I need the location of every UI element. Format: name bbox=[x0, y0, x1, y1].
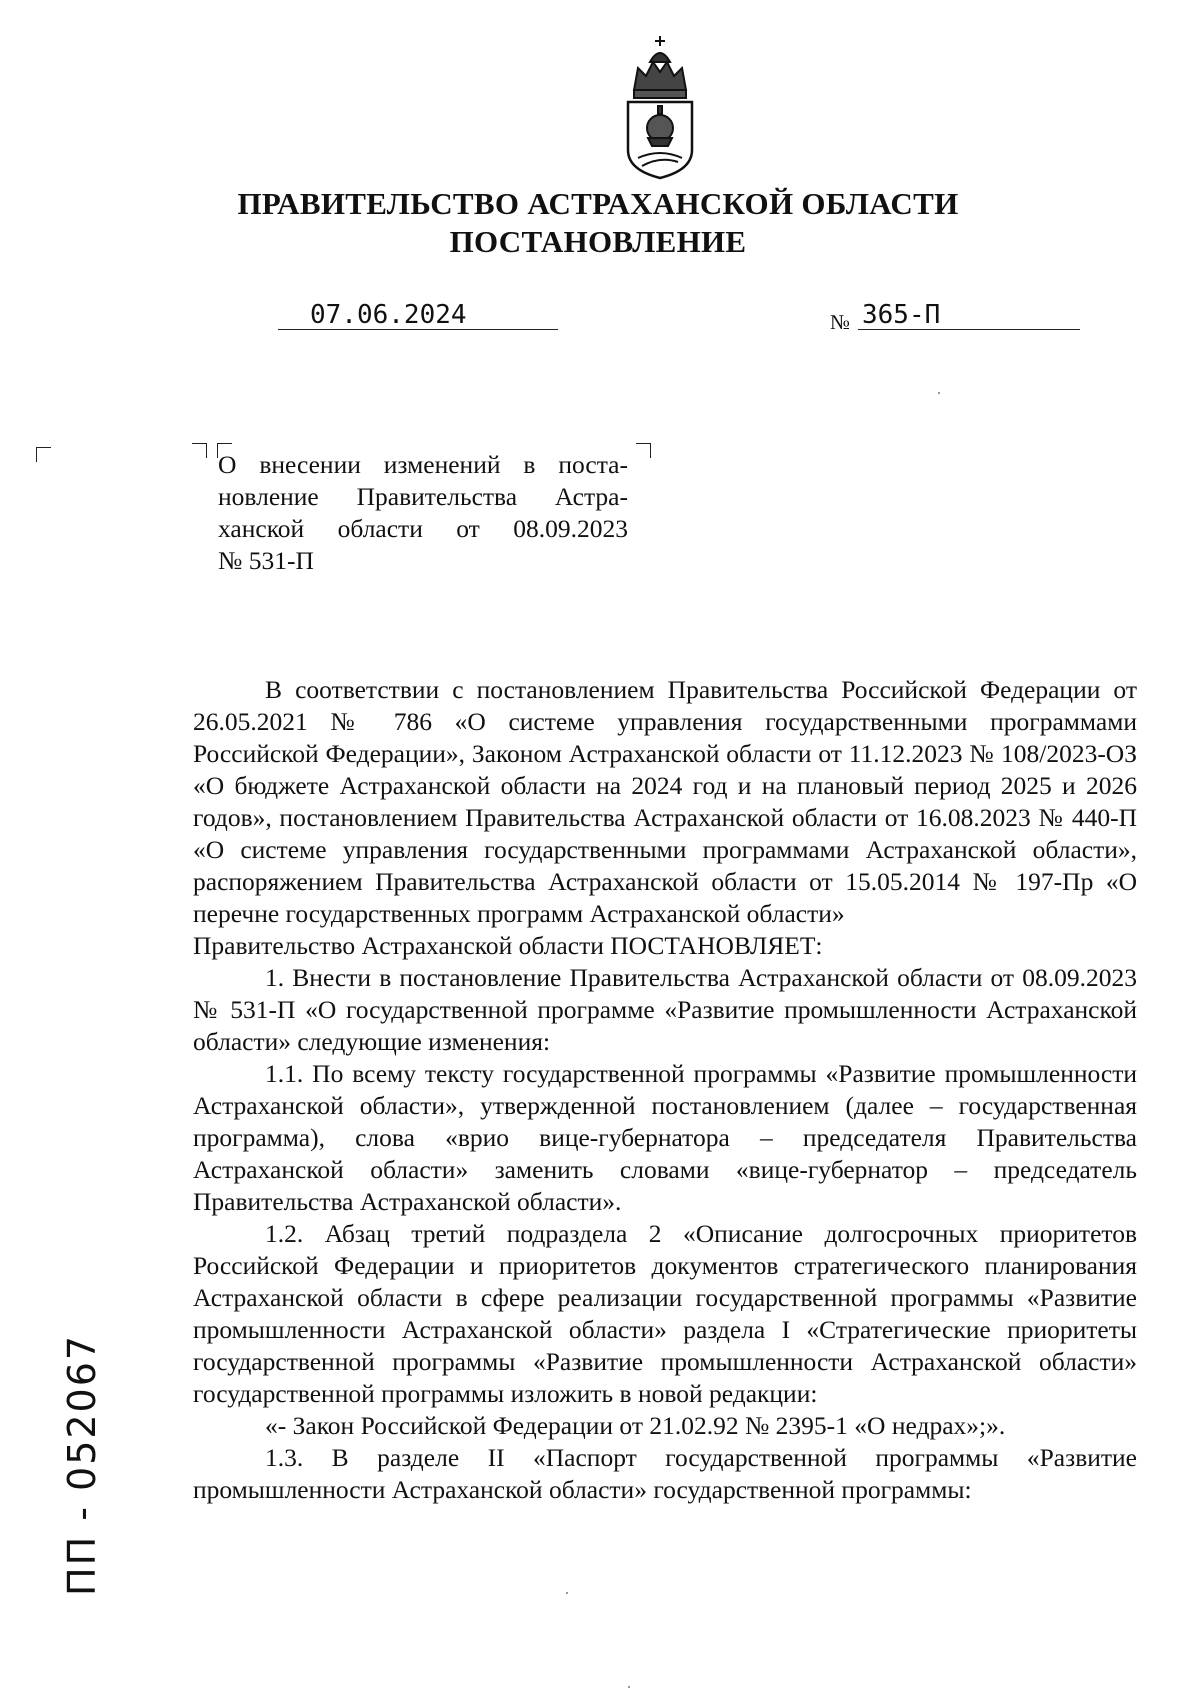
scan-speck bbox=[628, 1686, 630, 1688]
item-1-paragraph: 1. Внести в постановление Правительства Астраханской области от 08.09.2023 № 531-П «О государственной программе «Развитие промышленности Астраханской области» следующие изменения: bbox=[193, 963, 1137, 1056]
resolving-clause: Правительство Астраханской области ПОСТАНОВЛЯЕТ: bbox=[193, 931, 823, 960]
document-subject bbox=[218, 449, 628, 577]
date-underline bbox=[278, 329, 558, 330]
document-body bbox=[193, 674, 1137, 1506]
subject-line: новление Правительства Астра- bbox=[218, 482, 628, 511]
subject-line: № 531-П bbox=[218, 546, 314, 575]
corner-mark bbox=[192, 443, 207, 458]
corner-mark bbox=[636, 443, 651, 458]
subject-line: О внесении изменений в поста- bbox=[218, 450, 628, 479]
number-sign: № bbox=[830, 310, 851, 334]
subject-line: ханской области от 08.09.2023 bbox=[218, 514, 628, 543]
preamble-paragraph: В соответствии с постановлением Правительства Российской Федерации от 26.05.2021 № 786 «О системе управления государственными программами Российской Федерации», Законом Астраханской области от 11.12.2023 № 108/2023-ОЗ «О бюджете Астраханской области на 2024 год и на плановый период 2025 и 2026 годов», постановлением Правительства Астраханской области от 16.08.2023 № 440-П «О системе управления государственными программами Астраханской области», распоряжением Правительства Астраханской области от 15.05.2014 № 197-Пр «О перечне государственных программ Астраханской области» bbox=[193, 675, 1137, 928]
item-1-3-paragraph: 1.3. В разделе II «Паспорт государственной программы «Развитие промышленности Астраханской области» государственной программы: bbox=[193, 1443, 1137, 1504]
document-type-title: ПОСТАНОВЛЕНИЕ bbox=[449, 224, 747, 259]
quoted-amendment: «- Закон Российской Федерации от 21.02.92 № 2395-1 «О недрах»;». bbox=[265, 1411, 1006, 1440]
item-1-1-paragraph: 1.1. По всему тексту государственной программы «Развитие промышленности Астраханской области», утвержденной постановлением (далее – государственная программа), слова «врио вице-губернатора – председателя Правительства Астраханской области» заменить словами «вице-губернатор – председатель Правительства Астраханской области». bbox=[193, 1059, 1137, 1216]
item-1-2-paragraph: 1.2. Абзац третий подраздела 2 «Описание долгосрочных приоритетов Российской Федерации и приоритетов документов стратегического планирования Астраханской области в сфере реализации государственной программы «Развитие промышленности Астраханской области» раздела I «Стратегические приоритеты государственной программы «Развитие промышленности Астраханской области» государственной программы изложить в новой редакции: bbox=[193, 1219, 1137, 1408]
number-underline bbox=[858, 329, 1080, 330]
document-date: 07.06.2024 bbox=[310, 300, 467, 330]
coat-of-arms-icon bbox=[620, 32, 700, 182]
margin-serial-number: ПП - 052067 bbox=[60, 1333, 104, 1596]
corner-mark bbox=[36, 447, 51, 462]
document-number: 365-П bbox=[862, 300, 941, 330]
scan-speck bbox=[566, 1592, 568, 1594]
government-title: ПРАВИТЕЛЬСТВО АСТРАХАНСКОЙ ОБЛАСТИ bbox=[237, 186, 959, 221]
scan-speck bbox=[938, 392, 940, 394]
